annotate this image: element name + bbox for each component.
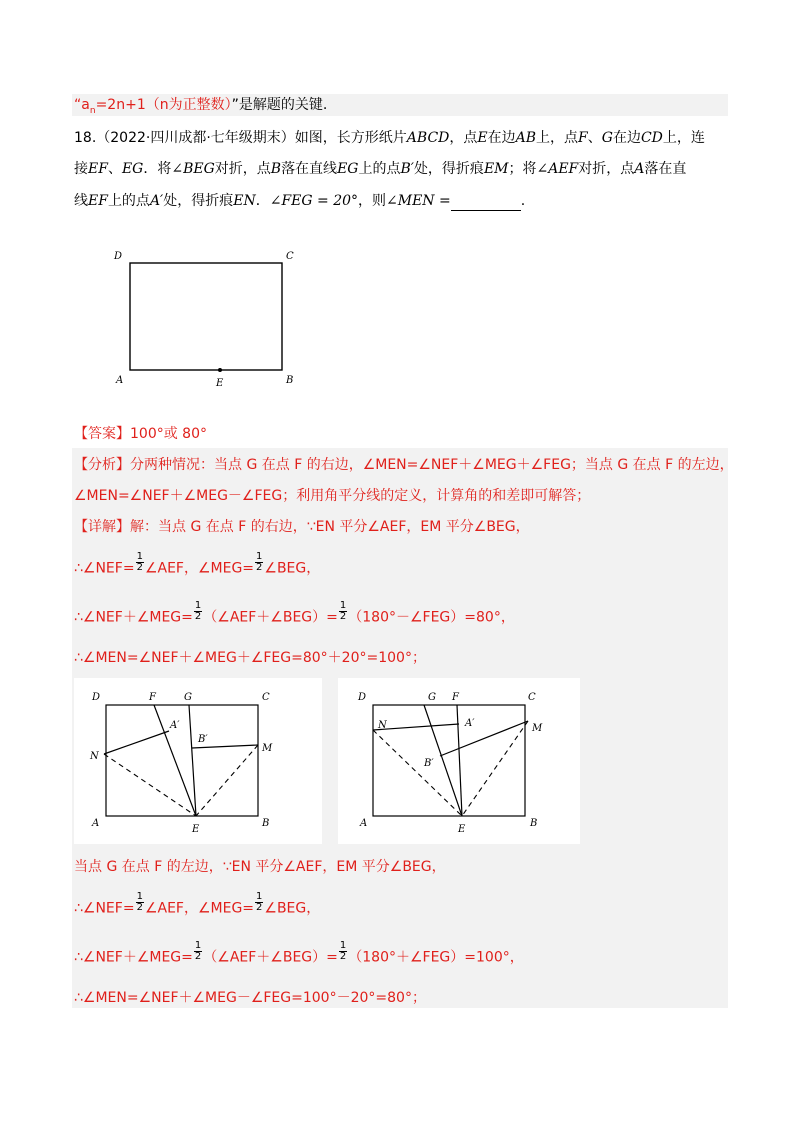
analysis-line-1: 【分析】分两种情况：当点 G 在点 F 的右边，∠MEN=∠NEF＋∠MEG＋∠FEG；当点 G 在点 F 的左边， <box>74 457 734 473</box>
label-a: A <box>116 375 124 386</box>
fig2-label-aprime: A′ <box>170 720 180 731</box>
label-b: B <box>286 375 294 386</box>
fraction-half: $\frac{1}{2}$ <box>256 891 263 913</box>
fraction-half: $\frac{1}{2}$ <box>339 600 347 622</box>
fig3-dashed-me <box>462 721 528 816</box>
fig3-label-m: M <box>532 723 543 734</box>
fig2-dashed-me <box>196 745 258 816</box>
problem-line-3: 线EF上的点A′处，得折痕EN．∠FEG = 20°，则∠MEN = . <box>74 193 526 209</box>
fraction-half: $\frac{1}{2}$ <box>194 600 202 622</box>
fig2-label-m: M <box>262 743 273 754</box>
fig2-label-n: N <box>90 751 99 762</box>
detail-line-1: 【详解】解：当点 G 在点 F 的右边，∵EN 平分∠AEF，EM 平分∠BEG， <box>74 519 530 535</box>
fig3-label-a: A <box>360 818 368 829</box>
detail-line-8: ∴∠MEN=∠NEF＋∠MEG－∠FEG=100°－20°=80°； <box>74 990 426 1006</box>
answer-blank <box>451 196 521 211</box>
problem-line-1: 18.（2022·四川成都·七年级期末）如图，长方形纸片ABCD，点E在边AB上，点F、G在边CD上，连 <box>74 130 705 146</box>
fig2-line-en <box>104 731 169 754</box>
label-e: E <box>216 378 224 389</box>
fig3-label-g: G <box>428 692 436 703</box>
fraction-half: $\frac{1}{2}$ <box>136 891 143 913</box>
fig2-label-f: F <box>149 692 156 703</box>
detail-line-2: ∴∠NEF= $\frac{1}{2}$ ∠AEF，∠MEG= $\frac{1}{2}$ ∠BEG， <box>74 551 321 577</box>
figure-rectangle <box>108 242 308 392</box>
figure-case-g-right-of-f <box>74 678 322 844</box>
fig2-label-b: B <box>262 818 270 829</box>
top-note: “$a_n=2n+1(n$为正整数）”是解题的关键. <box>74 97 328 116</box>
fig2-label-e: E <box>192 824 200 835</box>
fig2-label-d: D <box>92 692 101 703</box>
point-e-dot <box>218 368 222 372</box>
detail-line-5: 当点 G 在点 F 的左边，∵EN 平分∠AEF，EM 平分∠BEG， <box>74 859 446 875</box>
detail-line-3: ∴∠NEF＋∠MEG= $\frac{1}{2}$ （∠AEF＋∠BEG）= $\frac{1}{2}$ （180°－∠FEG）=80°， <box>74 600 515 626</box>
answer-line: 【答案】100°或 80° <box>74 426 207 442</box>
fig3-label-bprime: B′ <box>424 758 434 769</box>
fig2-dashed-ne <box>104 754 196 816</box>
fig3-label-e: E <box>458 824 466 835</box>
fig3-label-c: C <box>528 692 536 703</box>
detail-line-6: ∴∠NEF= $\frac{1}{2}$ ∠AEF，∠MEG= $\frac{1}{2}$ ∠BEG， <box>74 891 321 917</box>
fig3-dashed-ne <box>373 730 462 816</box>
fig2-line-bm <box>192 745 258 748</box>
analysis-line-2: ∠MEN=∠NEF＋∠MEG－∠FEG；利用角平分线的定义，计算角的和差即可解答； <box>74 488 591 504</box>
fig3-line-bm <box>440 721 528 756</box>
fig3-line-ef <box>457 705 462 816</box>
rectangle-abcd <box>130 263 282 370</box>
detail-line-7: ∴∠NEF＋∠MEG= $\frac{1}{2}$ （∠AEF＋∠BEG）= $\frac{1}{2}$ （180°＋∠FEG）=100°， <box>74 940 524 966</box>
label-c: C <box>286 251 294 262</box>
fraction-half: $\frac{1}{2}$ <box>339 940 347 962</box>
fig2-label-bprime: B′ <box>198 734 208 745</box>
fig2-label-a: A <box>92 818 100 829</box>
fig3-label-d: D <box>358 692 367 703</box>
fig2-label-c: C <box>262 692 270 703</box>
detail-line-4: ∴∠MEN=∠NEF＋∠MEG＋∠FEG=80°＋20°=100°； <box>74 650 426 666</box>
fraction-half: $\frac{1}{2}$ <box>136 551 143 573</box>
fig3-label-aprime: A′ <box>465 718 475 729</box>
fig3-rectangle <box>373 705 525 816</box>
fig3-label-f: F <box>452 692 459 703</box>
figure-case-g-left-of-f <box>338 678 580 844</box>
fig3-label-n: N <box>378 720 387 731</box>
fraction-half: $\frac{1}{2}$ <box>256 551 263 573</box>
fig3-label-b: B <box>530 818 538 829</box>
fig2-label-g: G <box>184 692 192 703</box>
problem-line-2: 接EF、EG．将∠BEG对折，点B落在直线EG上的点B′处，得折痕EM；将∠AEF对折，点A落在直 <box>74 161 687 177</box>
fraction-half: $\frac{1}{2}$ <box>194 940 202 962</box>
fig2-rectangle <box>106 705 258 816</box>
label-d: D <box>114 251 123 262</box>
